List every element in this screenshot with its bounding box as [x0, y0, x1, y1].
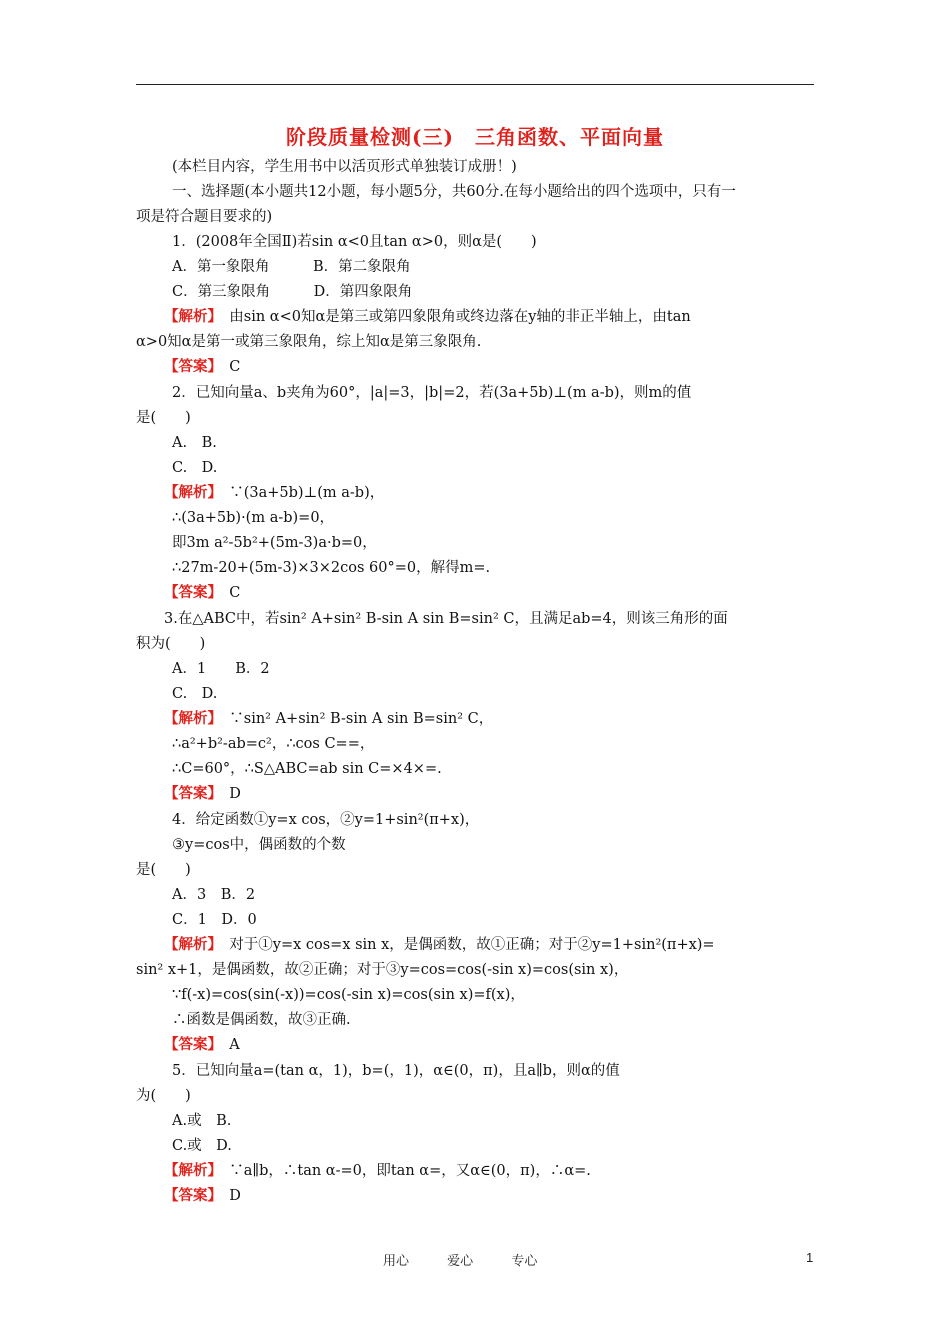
footer-text-2: 爱心 [447, 1254, 474, 1269]
q4-stem-line-2: ③y=cos中，偶函数的个数 [172, 837, 346, 853]
answer-label: 【答案】 [164, 1187, 215, 1204]
q4-solution-line-1 [164, 935, 715, 955]
q3-solution-line-1 [164, 709, 493, 729]
q2-solution-line-1 [164, 483, 384, 503]
q3-answer [164, 784, 241, 804]
q1-answer [164, 357, 240, 377]
q4-solution-line-2: sin² x+1，是偶函数，故②正确；对于③y=cos=cos(-sin x)=cos(sin x)， [136, 962, 629, 978]
q4-answer [164, 1035, 240, 1055]
solution-label: 【解析】 [164, 936, 215, 953]
q2-solution-line-4: ∴27m-20+(5m-3)×3×2cos 60°=0，解得m=. [172, 560, 491, 576]
solution-label: 【解析】 [164, 484, 215, 501]
page-title: 阶段质量检测(三) 三角函数、平面向量 [286, 125, 664, 149]
q1-answer-value: C [214, 359, 241, 375]
q4-stem-line-1: 4．给定函数①y=x cos，②y=1+sin²(π+x)， [172, 812, 480, 828]
solution-label: 【解析】 [164, 710, 215, 727]
q2-solution-text: ∵(3a+5b)⊥(m a-b)， [214, 485, 385, 501]
q3-options-cd: C. D. [172, 686, 218, 702]
q5-stem-line-1: 5．已知向量a=(tan α，1)，b=(，1)，α∈(0，π)，且a∥b，则α的值 [172, 1063, 620, 1079]
q5-options-cd: C.或 D. [172, 1138, 232, 1154]
page-footer [383, 1250, 571, 1269]
header-rule [136, 84, 814, 85]
answer-label: 【答案】 [164, 358, 215, 375]
q2-solution-line-3: 即3m a²-5b²+(5m-3)a·b=0， [172, 535, 377, 551]
q3-stem-line-2: 积为( ) [136, 636, 206, 652]
section-heading-line-1: 一、选择题(本小题共12小题，每小题5分，共60分.在每小题给出的四个选项中，只有一 [172, 184, 736, 200]
footer-text-1: 用心 [383, 1254, 410, 1269]
q2-options-cd: C. D. [172, 460, 218, 476]
q3-answer-value: D [214, 786, 241, 802]
q3-solution-line-3: ∴C=60°，∴S△ABC=ab sin C=×4×=. [172, 761, 442, 777]
section-heading-line-2: 项是符合题目要求的) [136, 209, 273, 225]
solution-label: 【解析】 [164, 1162, 215, 1179]
answer-label: 【答案】 [164, 1036, 215, 1053]
q2-answer [164, 583, 240, 603]
q1-solution-line-2: α>0知α是第一或第三象限角，综上知α是第三象限角. [136, 334, 482, 350]
q5-answer [164, 1186, 241, 1206]
q1-solution-text: 由sin α<0知α是第三或第四象限角或终边落在y轴的非正半轴上，由tan [214, 309, 691, 325]
q5-options-ab: A.或 B. [172, 1113, 232, 1129]
q1-options-ab: A．第一象限角 B．第二象限角 [172, 259, 411, 275]
q4-solution-line-3: ∵f(-x)=cos(sin(-x))=cos(-sin x)=cos(sin x)=f(x)， [172, 987, 525, 1003]
q5-solution-text: ∵a∥b，∴tan α-=0，即tan α=，又α∈(0，π)，∴α=. [214, 1163, 591, 1179]
q4-solution-line-4: ∴函数是偶函数，故③正确. [172, 1012, 351, 1028]
q1-solution-line-1 [164, 307, 691, 327]
q4-options-ab: A．3 B．2 [172, 887, 256, 903]
q4-stem-line-3: 是( ) [136, 862, 191, 878]
q2-solution-line-2: ∴(3a+5b)·(m a-b)=0， [172, 510, 335, 526]
answer-label: 【答案】 [164, 584, 215, 601]
solution-label: 【解析】 [164, 308, 215, 325]
q3-stem-line-1: 3.在△ABC中，若sin² A+sin² B-sin A sin B=sin² C，且满足ab=4，则该三角形的面 [164, 611, 728, 627]
note-line: (本栏目内容，学生用书中以活页形式单独装订成册！) [172, 159, 517, 175]
q3-solution-text: ∵sin² A+sin² B-sin A sin B=sin² C， [214, 711, 494, 727]
answer-label: 【答案】 [164, 785, 215, 802]
footer-text-3: 专心 [511, 1254, 538, 1269]
q5-stem-line-2: 为( ) [136, 1088, 191, 1104]
q2-stem-line-2: 是( ) [136, 410, 191, 426]
q4-solution-text: 对于①y=x cos=x sin x，是偶函数，故①正确；对于②y=1+sin²(π+x)= [214, 937, 715, 953]
q4-answer-value: A [214, 1037, 240, 1053]
q5-answer-value: D [214, 1188, 241, 1204]
q3-options-ab: A．1 B．2 [172, 661, 270, 677]
page-number: 1 [806, 1250, 814, 1265]
q2-stem-line-1: 2．已知向量a、b夹角为60°，|a|=3，|b|=2，若(3a+5b)⊥(m a-b)，则m的值 [172, 385, 692, 401]
q1-options-cd: C．第三象限角 D．第四象限角 [172, 284, 413, 300]
q2-options-ab: A. B. [172, 435, 217, 451]
q5-solution-line-1 [164, 1161, 591, 1181]
q2-answer-value: C [214, 585, 241, 601]
q4-options-cd: C．1 D．0 [172, 912, 257, 928]
q1-stem: 1．(2008年全国Ⅱ)若sin α<0且tan α>0，则α是( ) [172, 234, 537, 250]
q3-solution-line-2: ∴a²+b²-ab=c²，∴cos C==， [172, 736, 375, 752]
